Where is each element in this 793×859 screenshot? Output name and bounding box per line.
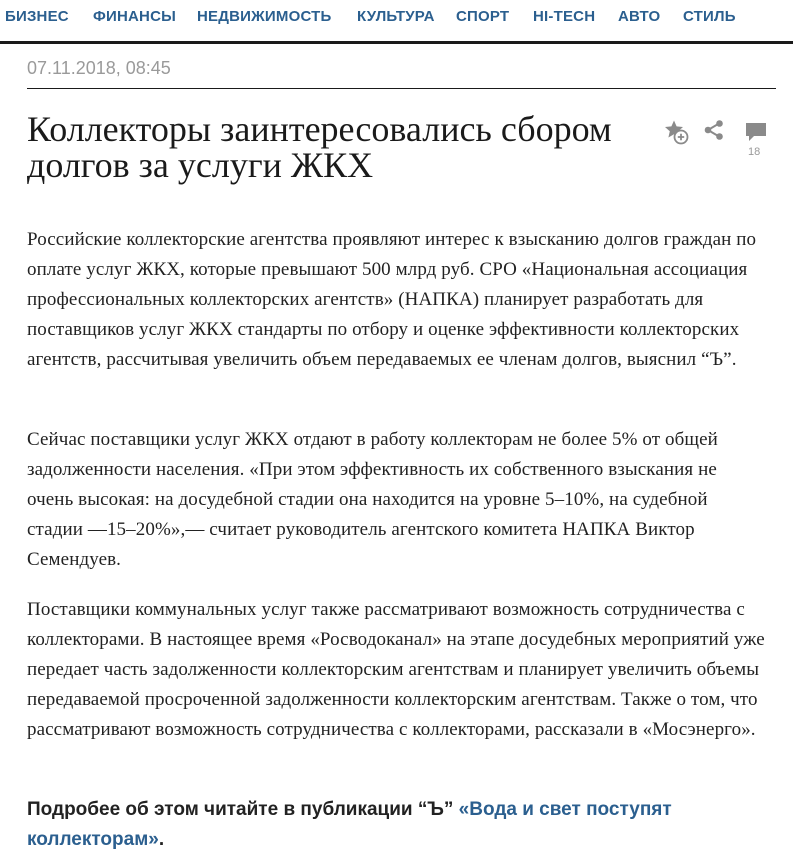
nav-item-style[interactable]: СТИЛЬ: [683, 8, 736, 25]
read-more-link[interactable]: «Вода и свет поступят коллекторам»: [27, 799, 672, 850]
nav-item-culture[interactable]: КУЛЬТУРА: [357, 8, 435, 25]
read-more: [27, 795, 767, 855]
top-navigation: [0, 0, 793, 44]
article-paragraph: Поставщики коммунальных услуг также рассматривают возможность сотрудничества с коллекторами. В настоящее время «Росводоканал» на этапе досудебных мероприятий уже передает часть задолженности коллекторским агентствам и планирует увеличить объемы передаваемой просроченной задолженности коллекторским агентствам. Также о том, что рассматривают возможность сотрудничества с коллекторами, рассказали в «Мосэнерго».: [27, 599, 765, 740]
divider: [27, 88, 776, 89]
read-more-prefix: Подробее об этом читайте в публикации “Ъ”: [27, 799, 459, 820]
nav-item-real-estate[interactable]: НЕДВИЖИМОСТЬ: [197, 8, 332, 25]
comment-icon[interactable]: [744, 121, 768, 148]
nav-item-finance[interactable]: ФИНАНСЫ: [93, 8, 176, 25]
favorite-add-icon[interactable]: [663, 119, 689, 150]
article-paragraph: Сейчас поставщики услуг ЖКХ отдают в работу коллекторам не более 5% от общей задолженности населения. «При этом эффективность их собственного взыскания не очень высокая: на досудебной стадии она находится на уровне 5–10%, на судебной стадии —15–20%»,— считает руководитель агентского комитета НАПКА Виктор Семендуев.: [27, 429, 718, 570]
nav-item-hi-tech[interactable]: HI-TECH: [533, 8, 596, 25]
nav-item-sport[interactable]: СПОРТ: [456, 8, 510, 25]
article-date: 07.11.2018, 08:45: [27, 58, 171, 78]
share-icon[interactable]: [703, 119, 725, 146]
article-paragraph: Российские коллекторские агентства проявляют интерес к взысканию долгов граждан по оплате услуг ЖКХ, которые превышают 500 млрд руб. СРО «Национальная ассоциация профессиональных коллекторских агентств» (НАПКА) планирует разработать для поставщиков услуг ЖКХ стандарты по отбору и оценке эффективности коллекторских агентств, рассчитывая увеличить объем передаваемых ее членам долгов, выяснил “Ъ”.: [27, 229, 757, 370]
read-more-suffix: .: [158, 829, 165, 850]
article-title: Коллекторы заинтересовались сбором долгов за услуги ЖКХ: [27, 109, 612, 185]
nav-item-business[interactable]: БИЗНЕС: [5, 8, 69, 25]
comment-count: 18: [748, 146, 761, 158]
nav-item-auto[interactable]: АВТО: [618, 8, 661, 25]
